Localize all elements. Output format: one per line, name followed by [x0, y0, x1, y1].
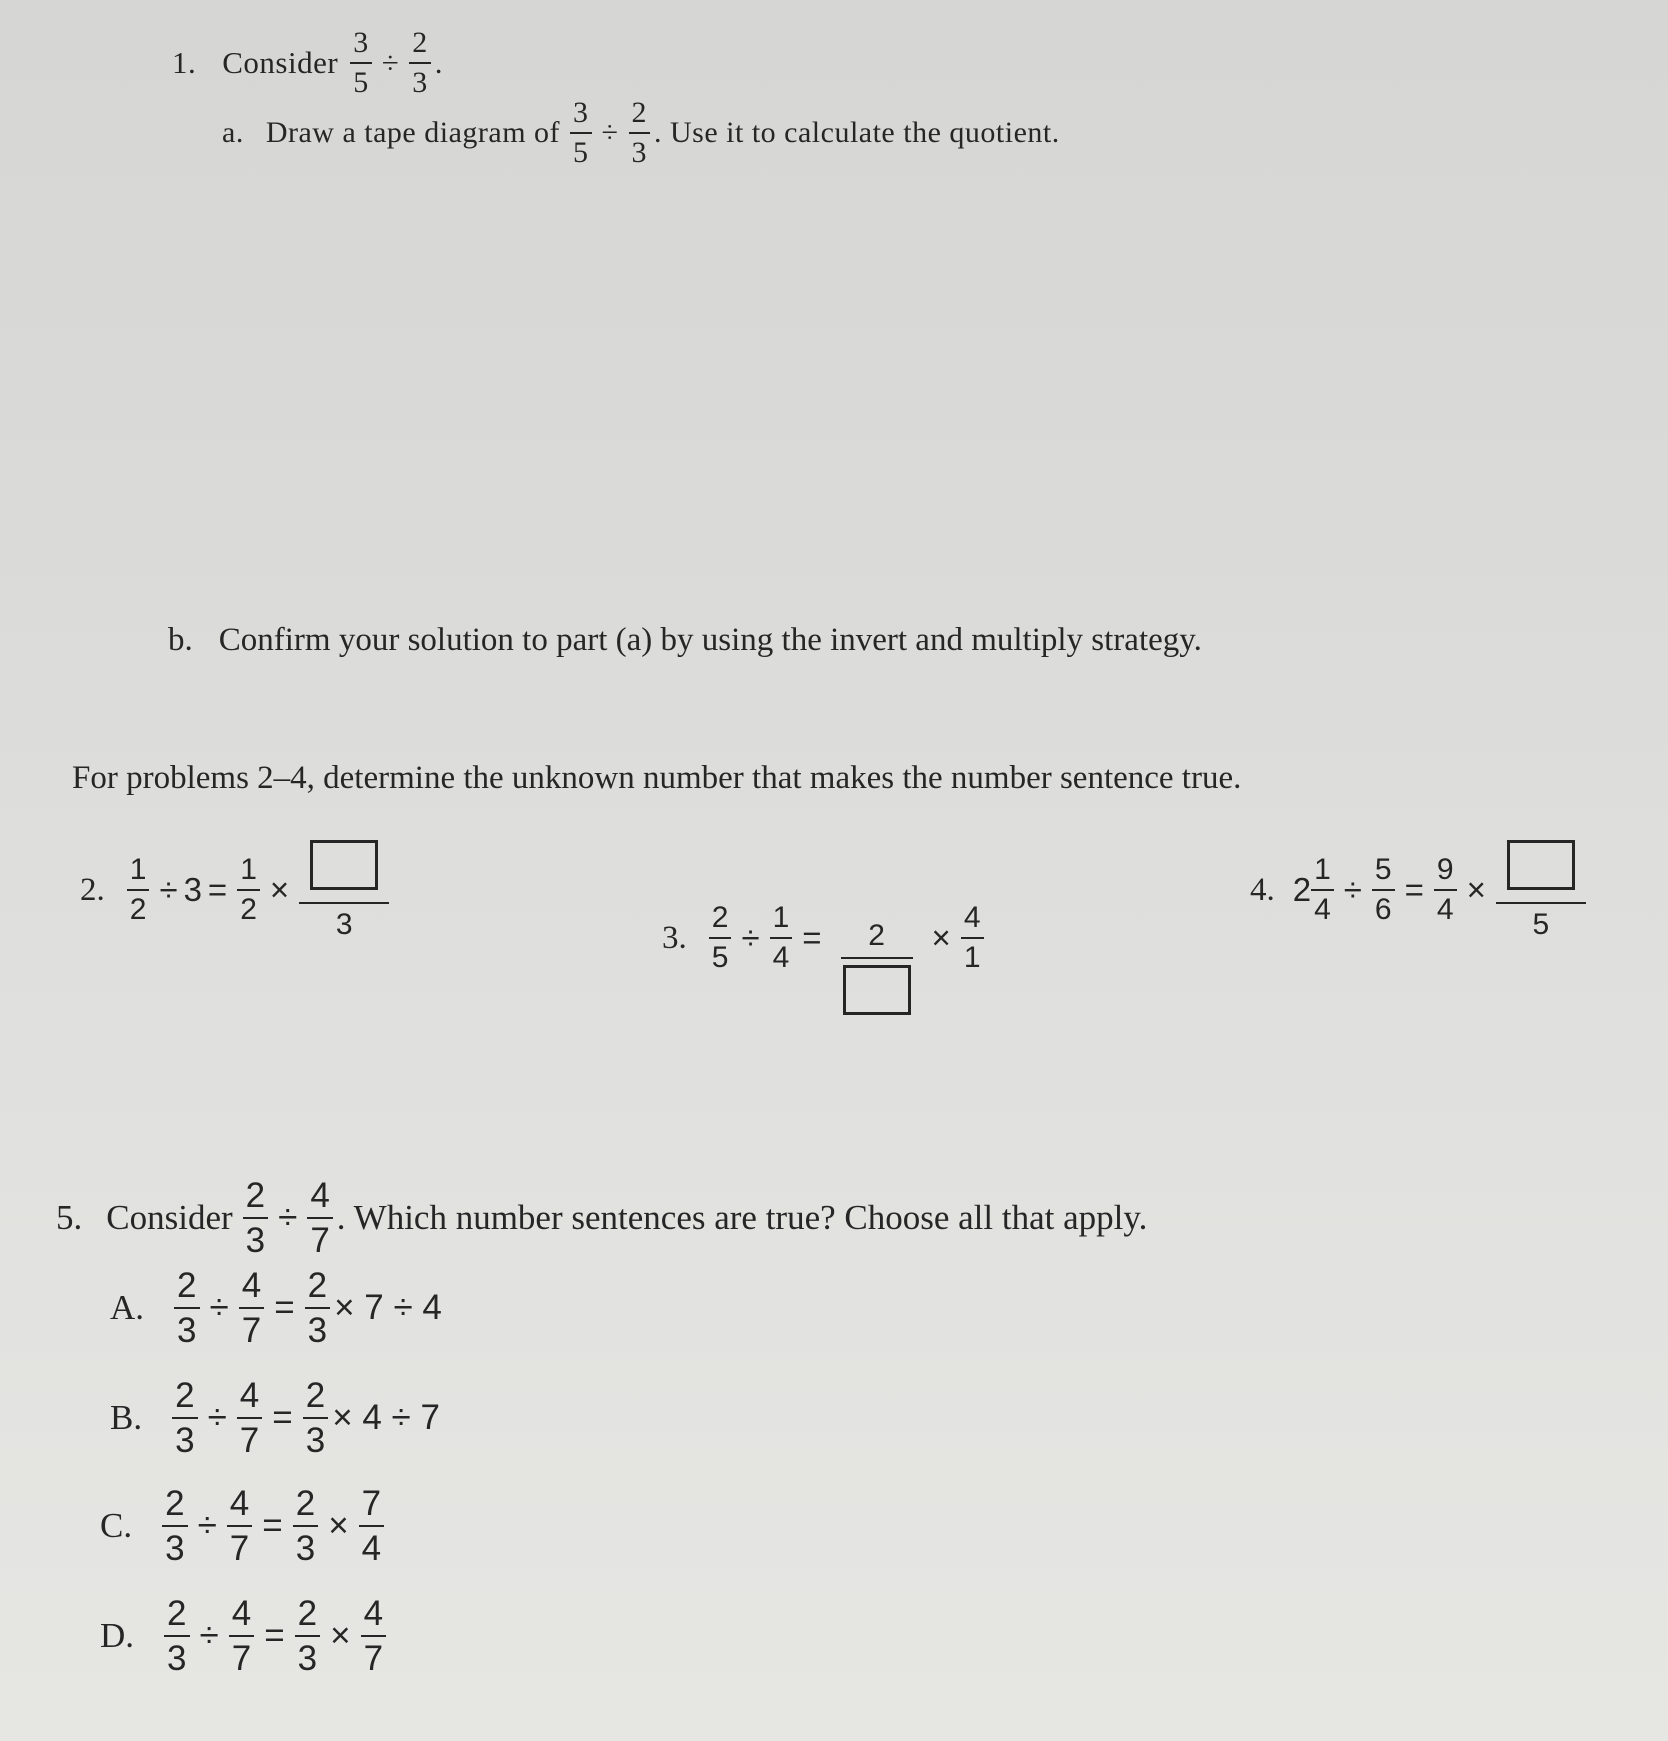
part-a-text-after: . Use it to calculate the quotient.: [654, 116, 1060, 149]
problem-3: 3. $\frac{2}{5}$ ÷ $\frac{1}{4}$ = 2 × $\frac{4}{1}$: [662, 855, 988, 1021]
divide-sign: ÷: [381, 45, 400, 80]
choice-a-label: A.: [110, 1288, 145, 1327]
fraction: $\frac{9}{4}$: [1434, 855, 1457, 925]
fraction-2-3: $\frac{2}{3}$: [409, 28, 431, 98]
choice-a[interactable]: A. $\frac{2}{3}$ ÷ $\frac{4}{7}$ = $\frac{2}{3}$ × 7 ÷ 4: [110, 1266, 442, 1350]
problem-1-prompt: Consider: [222, 45, 339, 80]
problem-1-number: 1.: [172, 45, 197, 80]
fraction-with-blank: 5: [1496, 840, 1586, 940]
fraction: $\frac{1}{2}$: [127, 855, 150, 925]
choice-b-label: B.: [110, 1398, 143, 1437]
choice-c-label: C.: [100, 1506, 133, 1545]
fraction: $\frac{4}{1}$: [961, 903, 984, 973]
fraction: $\frac{1}{4}$: [770, 903, 793, 973]
part-b-label: b.: [168, 622, 193, 658]
problem-2-number: 2.: [80, 871, 105, 908]
choice-d-label: D.: [100, 1616, 135, 1655]
fraction: $\frac{2}{3}$: [303, 1378, 328, 1458]
fraction: $\frac{4}{7}$: [229, 1596, 254, 1676]
problem-5-prompt: Consider: [106, 1198, 233, 1237]
fraction-2-3: $\frac{2}{3}$: [629, 98, 651, 168]
fraction: $\frac{2}{3}$: [164, 1596, 189, 1676]
fraction-4-7: $\frac{4}{7}$: [307, 1178, 332, 1258]
fraction: $\frac{4}{7}$: [237, 1378, 262, 1458]
fraction: $\frac{2}{3}$: [172, 1378, 197, 1458]
fraction: $\frac{2}{5}$: [709, 903, 732, 973]
choice-b-tail: × 4 ÷ 7: [332, 1398, 440, 1437]
fraction: $\frac{4}{7}$: [227, 1486, 252, 1566]
problem-3-number: 3.: [662, 919, 687, 956]
problem-2: 2. $\frac{1}{2}$ ÷ 3 = $\frac{1}{2}$ × 3: [80, 840, 393, 940]
problem-1-stem: 1. Consider $\frac{3}{5}$ ÷ $\frac{2}{3}$ .: [172, 26, 443, 99]
choice-d[interactable]: D. $\frac{2}{3}$ ÷ $\frac{4}{7}$ = $\frac{2}{3}$ × $\frac{4}{7}$: [100, 1596, 390, 1676]
problem-1-part-a: [222, 98, 1060, 168]
problem-5-stem: 5. Consider $\frac{2}{3}$ ÷ $\frac{4}{7}$ . Which number sentences are true? Choose all that apply.: [56, 1176, 1148, 1260]
problem-1-part-b: [168, 622, 1202, 659]
answer-box[interactable]: [843, 965, 911, 1015]
choice-a-tail: × 7 ÷ 4: [334, 1288, 442, 1327]
answer-box[interactable]: [310, 840, 378, 890]
part-a-text: Draw a tape diagram of: [265, 116, 561, 149]
fraction: $\frac{4}{7}$: [239, 1268, 264, 1348]
part-b-text: Confirm your solution to part (a) by using the invert and multiply strategy.: [218, 622, 1202, 658]
fraction-with-blank: 3: [299, 840, 389, 940]
instructions-2-4: For problems 2–4, determine the unknown number that makes the number sentence true.: [72, 760, 1242, 796]
fraction-3-5: $\frac{3}{5}$: [350, 28, 372, 98]
part-a-label: a.: [222, 116, 244, 149]
divide-sign: ÷: [601, 116, 619, 149]
fraction: $\frac{2}{3}$: [174, 1268, 199, 1348]
choice-b[interactable]: B. $\frac{2}{3}$ ÷ $\frac{4}{7}$ = $\frac{2}{3}$ × 4 ÷ 7: [110, 1376, 440, 1460]
fraction: $\frac{7}{4}$: [359, 1486, 384, 1566]
problem-4-number: 4.: [1250, 871, 1275, 908]
fraction-with-blank: 2: [832, 921, 922, 1021]
fraction-3-5: $\frac{3}{5}$: [570, 98, 592, 168]
fraction-2-3: $\frac{2}{3}$: [243, 1178, 268, 1258]
fraction: $\frac{2}{3}$: [295, 1596, 320, 1676]
problem-5-text: . Which number sentences are true? Choose all that apply.: [336, 1198, 1148, 1237]
fraction: $\frac{2}{3}$: [305, 1268, 330, 1348]
fraction: $\frac{2}{3}$: [293, 1486, 318, 1566]
problem-4: 4. 2 $\frac{1}{4}$ ÷ $\frac{5}{6}$ = $\frac{9}{4}$ × 5: [1250, 840, 1590, 940]
problem-5-number: 5.: [56, 1198, 83, 1237]
fraction: $\frac{4}{7}$: [361, 1596, 386, 1676]
choice-c[interactable]: C. $\frac{2}{3}$ ÷ $\frac{4}{7}$ = $\frac{2}{3}$ × $\frac{7}{4}$: [100, 1486, 388, 1566]
fraction: $\frac{1}{2}$: [237, 855, 260, 925]
answer-box[interactable]: [1507, 840, 1575, 890]
fraction: $\frac{1}{4}$: [1311, 855, 1334, 925]
fraction: $\frac{5}{6}$: [1372, 855, 1395, 925]
fraction: $\frac{2}{3}$: [162, 1486, 187, 1566]
